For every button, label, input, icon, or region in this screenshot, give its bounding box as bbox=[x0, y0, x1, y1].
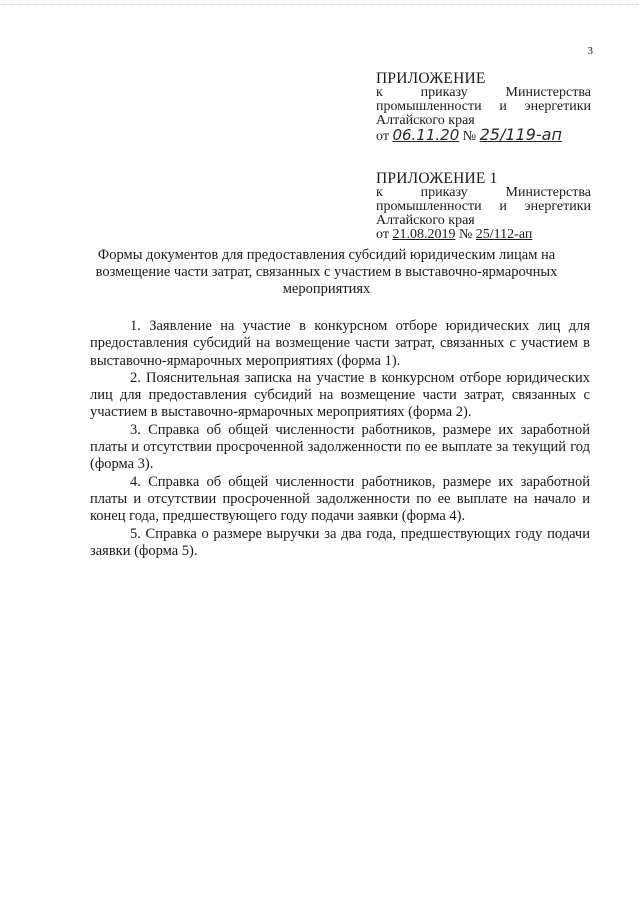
annex-title: ПРИЛОЖЕНИЕ bbox=[376, 70, 486, 87]
annex-industry: промышленности bbox=[376, 99, 482, 114]
list-item: 1. Заявление на участие в конкурсном отборе юридических лиц для предоставления субсидий на возмещение части затрат, связанных с участием в выставочно-ярмарочных мероприятиях (форма 1). bbox=[90, 318, 590, 369]
annex1-date-line bbox=[376, 228, 591, 242]
annex-and: и bbox=[499, 99, 507, 114]
annex-number-handwritten: 25/119-ап bbox=[479, 125, 562, 144]
annex1-region: Алтайского края bbox=[376, 213, 475, 228]
list-item: 5. Справка о размере выручки за два года, предшествующих году подачи заявки (форма 5). bbox=[90, 525, 590, 559]
annex1-order-line bbox=[376, 186, 591, 200]
annex1-energy: энергетики bbox=[524, 199, 591, 214]
annex-energy: энергетики bbox=[524, 99, 591, 114]
list-item: 4. Справка об общей численности работников, размере их заработной платы и отсутствии просроченной задолженности по ее выплате на начало и конец года, предшествующего году подачи заявки (форма 4). bbox=[90, 473, 590, 525]
annex1-block bbox=[376, 172, 591, 242]
forms-list bbox=[90, 318, 590, 560]
annex1-ministry: Министерства bbox=[505, 185, 591, 200]
annex-date-prefix: от bbox=[376, 129, 389, 144]
page-number: 3 bbox=[587, 45, 593, 57]
annex-block bbox=[376, 72, 591, 144]
annex1-num-sign: № bbox=[458, 227, 473, 242]
annex1-order: приказу bbox=[420, 185, 468, 200]
annex1-number: 25/112-ап bbox=[475, 227, 533, 242]
list-item: 3. Справка об общей численности работников, размере их заработной платы и отсутствии просроченной задолженности по ее выплате за текущий год (форма 3). bbox=[90, 421, 590, 473]
annex1-ministry-line bbox=[376, 200, 591, 214]
annex-region: Алтайского края bbox=[376, 113, 475, 128]
annex-num-sign: № bbox=[462, 129, 477, 144]
annex1-title: ПРИЛОЖЕНИЕ 1 bbox=[376, 170, 498, 187]
annex1-date: 21.08.2019 bbox=[392, 227, 456, 242]
document-heading: Формы документов для предоставления субсидий юридическим лицам на возмещение части затрат, связанных с участием в выставочно-ярмарочных мероприятиях bbox=[95, 247, 558, 297]
annex1-date-prefix: от bbox=[376, 227, 389, 242]
annex-order: приказу bbox=[420, 85, 468, 100]
annex-date-handwritten: 06.11.20 bbox=[392, 126, 460, 144]
annex-date-line bbox=[376, 125, 591, 144]
list-item: 2. Пояснительная записка на участие в конкурсном отборе юридических лиц для предоставления субсидий на возмещение части затрат, связанных с участием в выставочно-ярмарочных мероприятиях (форма 2). bbox=[90, 369, 590, 421]
annex-ministry-line bbox=[376, 100, 591, 114]
annex-order-line bbox=[376, 86, 591, 100]
annex1-and: и bbox=[499, 199, 507, 214]
annex-to: к bbox=[376, 85, 383, 100]
scan-edge-line bbox=[0, 4, 639, 5]
annex1-industry: промышленности bbox=[376, 199, 482, 214]
annex1-to: к bbox=[376, 185, 383, 200]
annex-ministry: Министерства bbox=[505, 85, 591, 100]
